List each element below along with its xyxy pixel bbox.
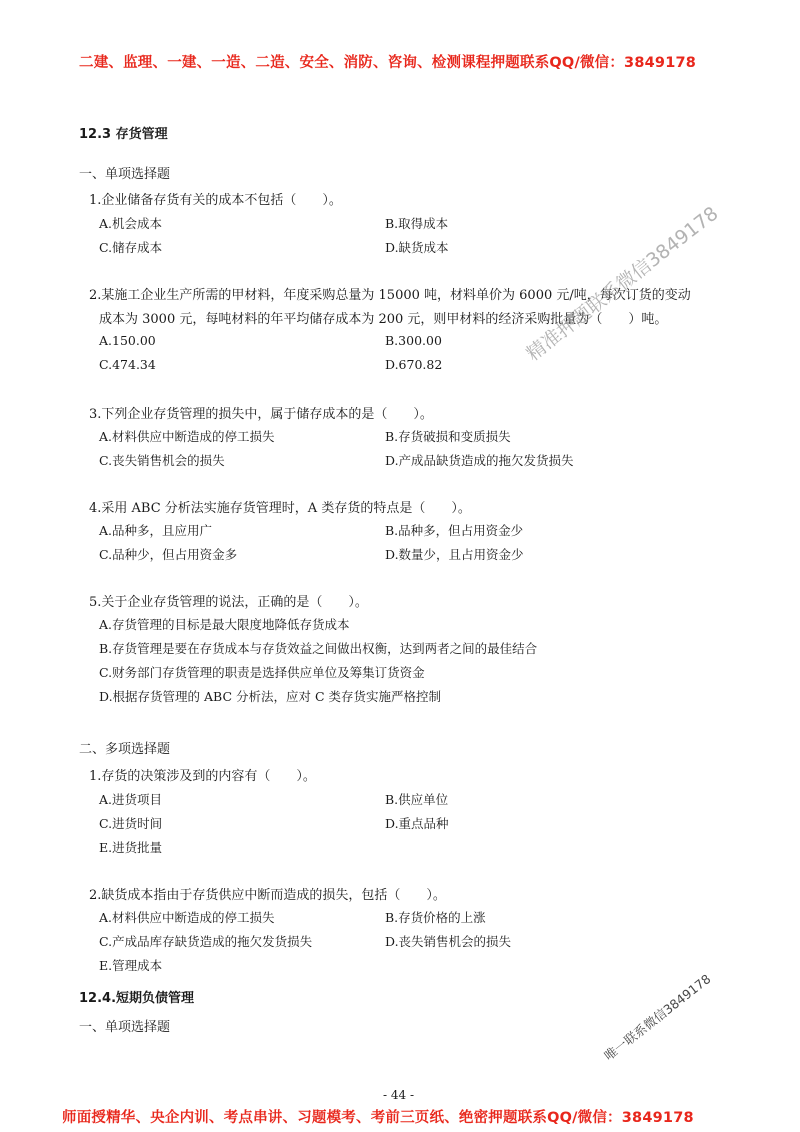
option-c: C.进货时间 <box>99 816 163 831</box>
option-c: C.丧失销售机会的损失 <box>99 453 225 468</box>
question-text: 5.关于企业存货管理的说法，正确的是（ ）。 <box>89 595 368 610</box>
option-d: D.缺货成本 <box>385 240 449 255</box>
option-a: A.存货管理的目标是最大限度地降低存货成本 <box>99 617 350 632</box>
question-text-cont: 成本为 3000 元，每吨材料的年平均储存成本为 200 元，则甲材料的经济采购批量为（ ）吨。 <box>99 312 668 327</box>
question-text: 2.某施工企业生产所需的甲材料，年度采购总量为 15000 吨，材料单价为 6000 元/吨，每次订货的变动 <box>89 288 691 303</box>
option-a: A.材料供应中断造成的停工损失 <box>99 429 275 444</box>
bottom-banner: 师面授精华、央企内训、考点串讲、习题模考、考前三页纸、绝密押题联系QQ/微信：3849178 <box>62 1110 694 1126</box>
option-b: B.300.00 <box>385 333 442 348</box>
option-b: B.供应单位 <box>385 792 449 807</box>
part3-title: 一、单项选择题 <box>79 1020 171 1035</box>
question-text: 4.采用 ABC 分析法实施存货管理时，A 类存货的特点是（ ）。 <box>89 501 471 516</box>
option-a: A.机会成本 <box>99 216 163 231</box>
option-e: E.管理成本 <box>99 958 163 973</box>
option-c: C.474.34 <box>99 357 156 372</box>
page-number: - 44 - <box>383 1088 415 1102</box>
watermark-text: 精准押题联系微信3849178 <box>522 202 723 366</box>
part1-title: 一、单项选择题 <box>79 167 171 182</box>
option-a: A.150.00 <box>99 333 156 348</box>
option-c: C.财务部门存货管理的职责是选择供应单位及筹集订货资金 <box>99 665 425 680</box>
option-d: D.丧失销售机会的损失 <box>385 934 512 949</box>
option-b: B.存货价格的上涨 <box>385 910 486 925</box>
option-d: D.670.82 <box>385 357 443 372</box>
option-b: B.品种多，但占用资金少 <box>385 523 524 538</box>
question-text: 2.缺货成本指由于存货供应中断而造成的损失，包括（ ）。 <box>89 888 446 903</box>
question-text: 3.下列企业存货管理的损失中，属于储存成本的是（ ）。 <box>89 407 433 422</box>
question-text: 1.企业储备存货有关的成本不包括（ ）。 <box>89 193 342 208</box>
option-d: D.产成品缺货造成的拖欠发货损失 <box>385 453 574 468</box>
watermark-text-2: 唯一联系微信3849178 <box>601 971 714 1064</box>
option-b: B.存货破损和变质损失 <box>385 429 511 444</box>
question-text: 1.存货的决策涉及到的内容有（ ）。 <box>89 769 316 784</box>
option-d: D.重点品种 <box>385 816 449 831</box>
section-heading: 12.3 存货管理 <box>79 127 168 142</box>
option-b: B.取得成本 <box>385 216 449 231</box>
section-heading-2: 12.4.短期负债管理 <box>79 991 195 1006</box>
option-a: A.品种多，且应用广 <box>99 523 213 538</box>
option-b: B.存货管理是要在存货成本与存货效益之间做出权衡，达到两者之间的最佳结合 <box>99 641 538 656</box>
top-banner: 二建、监理、一建、一造、二造、安全、消防、咨询、检测课程押题联系QQ/微信：3849178 <box>79 55 697 71</box>
option-e: E.进货批量 <box>99 840 163 855</box>
option-c: C.产成品库存缺货造成的拖欠发货损失 <box>99 934 313 949</box>
option-c: C.品种少，但占用资金多 <box>99 547 238 562</box>
part2-title: 二、多项选择题 <box>79 742 171 757</box>
option-d: D.数量少，且占用资金少 <box>385 547 524 562</box>
option-a: A.进货项目 <box>99 792 163 807</box>
option-a: A.材料供应中断造成的停工损失 <box>99 910 275 925</box>
option-c: C.储存成本 <box>99 240 163 255</box>
option-d: D.根据存货管理的 ABC 分析法，应对 C 类存货实施严格控制 <box>99 689 442 704</box>
